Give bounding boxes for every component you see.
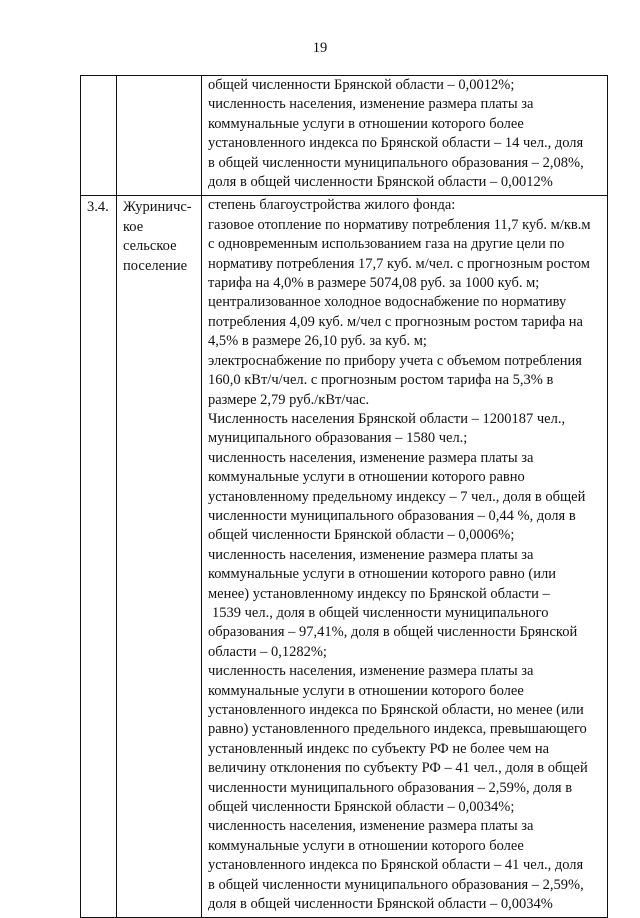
text-line: в общей численности муниципального образования – 2,59%, [208, 876, 584, 893]
text-line: общей численности Брянской области – 0,0006%; [208, 527, 515, 544]
text-line: 1539 чел., доля в общей численности муниципального [212, 604, 549, 621]
municipality-name-line: сельское [123, 238, 177, 255]
text-line: численность населения, изменение размера платы за [208, 546, 534, 563]
text-line: потребления 4,09 куб. м/чел с прогнозным ростом тарифа на [208, 313, 583, 330]
text-line: коммунальные услуги в отношении которого равно (или [208, 566, 556, 583]
row-text-cell [202, 196, 608, 918]
text-line: численность населения, изменение размера платы за [208, 663, 534, 680]
text-line: установленного индекса по Брянской области – 41 чел., доля [208, 857, 584, 874]
text-line: образования – 97,41%, доля в общей численности Брянской [208, 624, 578, 641]
text-line: области – 0,1282%; [208, 643, 327, 660]
text-line: численности муниципального образования – 2,59%, доля в [208, 779, 573, 796]
row-text-cell [202, 76, 608, 196]
municipality-name-line: Журиничс- [123, 199, 192, 216]
table-body [81, 76, 608, 918]
municipality-name-line: кое [123, 218, 144, 235]
text-line: 4,5% в размере 26,10 руб. за куб. м; [208, 333, 427, 350]
page-number: 19 [312, 40, 328, 56]
text-line: установленного индекса по Брянской области, но менее (или [208, 702, 584, 718]
text-line: централизованное холодное водоснабжение по нормативу [208, 294, 567, 311]
text-line: тарифа на 4,0% в размере 5074,08 руб. за 1000 куб. м; [208, 275, 540, 292]
text-line: установленный индекс по субъекту РФ не более чем на [208, 740, 550, 757]
table-row [81, 76, 608, 196]
text-line: с одновременным использованием газа на другие цели по [208, 236, 565, 253]
text-line: коммунальные услуги в отношении которого более [208, 115, 524, 132]
row-number: 3.4. [87, 199, 109, 216]
text-line: размере 2,79 руб./кВт/час. [208, 391, 370, 408]
text-line: коммунальные услуги в отношении которого равно [208, 469, 525, 486]
text-line: 160,0 кВт/ч/чел. с прогнозным ростом тарифа на 5,3% в [208, 372, 554, 389]
document-table [80, 75, 608, 918]
row-name-cell [117, 196, 202, 918]
text-line: установленному предельному индексу – 7 чел., доля в общей [208, 488, 586, 505]
text-line: менее) установленному индексу по Брянской области – [208, 585, 550, 602]
row-name-cell [117, 76, 202, 196]
text-line: коммунальные услуги в отношении которого более [208, 682, 524, 699]
text-line: доля в общей численности Брянской области – 0,0034% [208, 896, 553, 913]
text-line: численность населения, изменение размера платы за [208, 96, 534, 113]
text-line: установленного индекса по Брянской области – 14 чел., доля [208, 135, 584, 152]
text-line: электроснабжение по прибору учета с объемом потребления [208, 352, 582, 369]
text-line: общей численности Брянской области – 0,0012%; [208, 77, 515, 93]
text-line: величину отклонения по субъекту РФ – 41 чел., доля в общей [208, 760, 588, 777]
text-line: доля в общей численности Брянской области – 0,0012% [208, 174, 553, 191]
municipality-name-line: поселение [123, 257, 188, 274]
row-number-cell [81, 76, 117, 196]
text-line: в общей численности муниципального образования – 2,08%, [208, 154, 584, 171]
text-line: степень благоустройства жилого фонда: [208, 197, 456, 214]
text-line: общей численности Брянской области – 0,0034%; [208, 799, 515, 816]
text-line: равно) установленного предельного индекса, превышающего [208, 721, 587, 738]
text-line: численность населения, изменение размера платы за [208, 449, 534, 466]
text-line: газовое отопление по нормативу потребления 11,7 куб. м/кв.м [208, 216, 591, 233]
text-line: муниципального образования – 1580 чел.; [208, 430, 468, 447]
table-row [81, 196, 608, 918]
text-line: численности муниципального образования – 0,44 %, доля в [208, 507, 576, 524]
text-line: коммунальные услуги в отношении которого более [208, 837, 524, 854]
text-line: численность населения, изменение размера платы за [208, 818, 534, 835]
row-number-cell [81, 196, 117, 918]
text-line: нормативу потребления 17,7 куб. м/чел. с прогнозным ростом [208, 255, 590, 272]
text-line: Численность населения Брянской области – 1200187 чел., [208, 410, 566, 427]
